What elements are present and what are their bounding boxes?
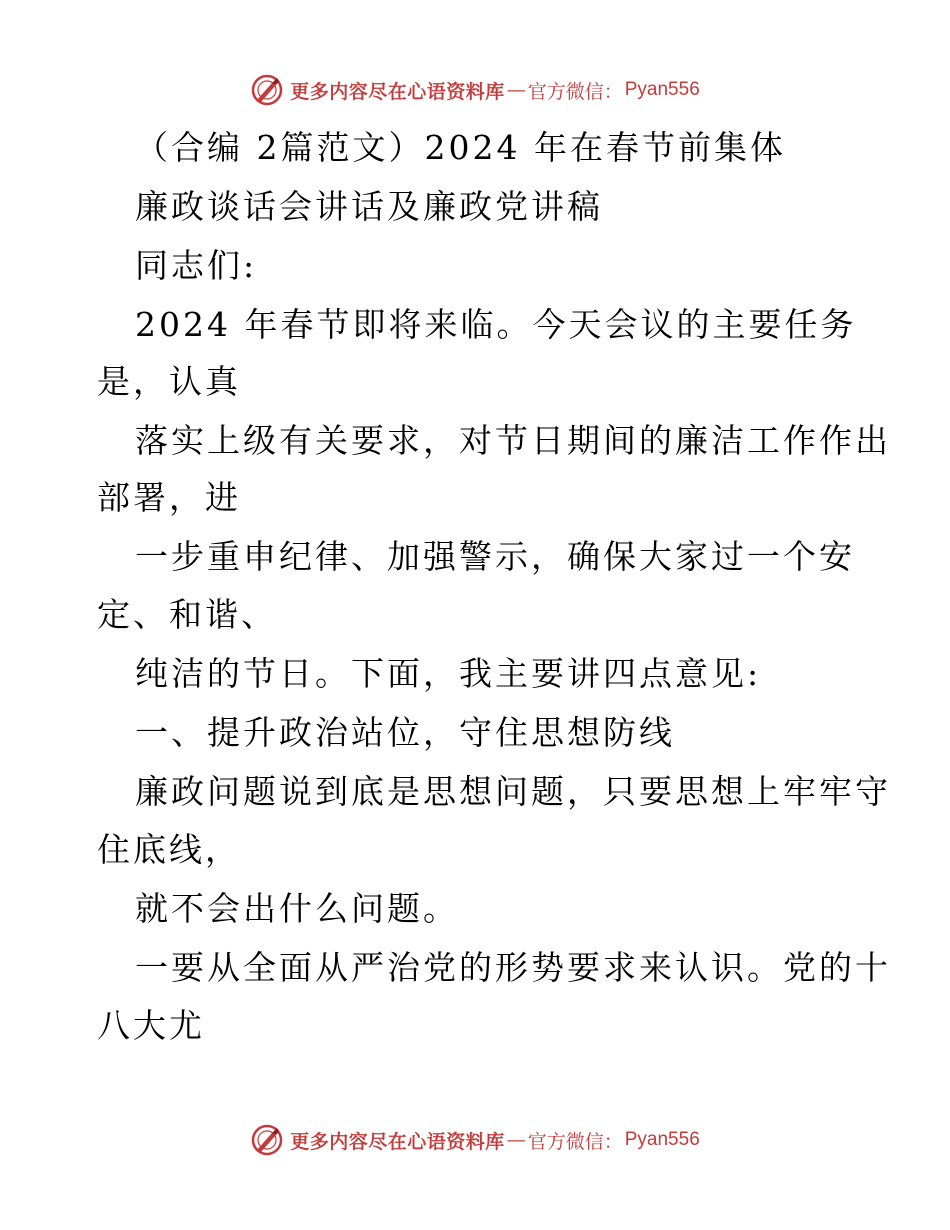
section-heading: 一、提升政治站位，守住思想防线	[135, 713, 675, 752]
watermark-wechat-id: Pyan556	[624, 1129, 700, 1150]
watermark-separator: —	[506, 79, 526, 101]
paragraph-line: 廉政问题说到底是思想问题，只要思想上牢牢守	[135, 772, 891, 811]
paragraph-line: 一步重申纪律、加强警示，确保大家过一个安	[135, 537, 855, 576]
paragraph-line: 定、和谐、	[97, 595, 277, 634]
paragraph-line: 纯洁的节日。下面，我主要讲四点意见:	[135, 654, 762, 693]
paragraph-line: 是，认真	[97, 362, 241, 401]
header-watermark	[0, 70, 950, 110]
paragraph-line: 八大尤	[97, 1006, 205, 1045]
paragraph-line: 部署，进	[97, 478, 241, 517]
paragraph-line: 2024 年春节即将来临。今天会议的主要任务	[135, 305, 857, 344]
pen-logo-icon	[250, 1123, 284, 1157]
watermark-wechat-id: Pyan556	[624, 79, 700, 100]
watermark-prefix: 更多内容尽在心语资料库	[290, 1130, 505, 1153]
paragraph-line: 一要从全面从严治党的形势要求来认识。党的十	[135, 948, 891, 987]
title-line-1: （合编 2篇范文）2024 年在春节前集体	[135, 128, 786, 167]
watermark-prefix: 更多内容尽在心语资料库	[290, 80, 505, 103]
paragraph-line: 就不会出什么问题。	[135, 889, 459, 928]
pen-logo-icon	[250, 73, 284, 107]
paragraph-line: 落实上级有关要求，对节日期间的廉洁工作作出	[135, 421, 891, 460]
title-line-2: 廉政谈话会讲话及廉政党讲稿	[135, 187, 603, 226]
footer-watermark	[0, 1120, 950, 1160]
watermark-label: 官方微信：	[527, 1130, 623, 1153]
paragraph-line: 住底线，	[97, 830, 241, 869]
watermark-label: 官方微信：	[527, 80, 623, 103]
salutation: 同志们:	[135, 246, 258, 285]
watermark-separator: —	[506, 1129, 526, 1151]
